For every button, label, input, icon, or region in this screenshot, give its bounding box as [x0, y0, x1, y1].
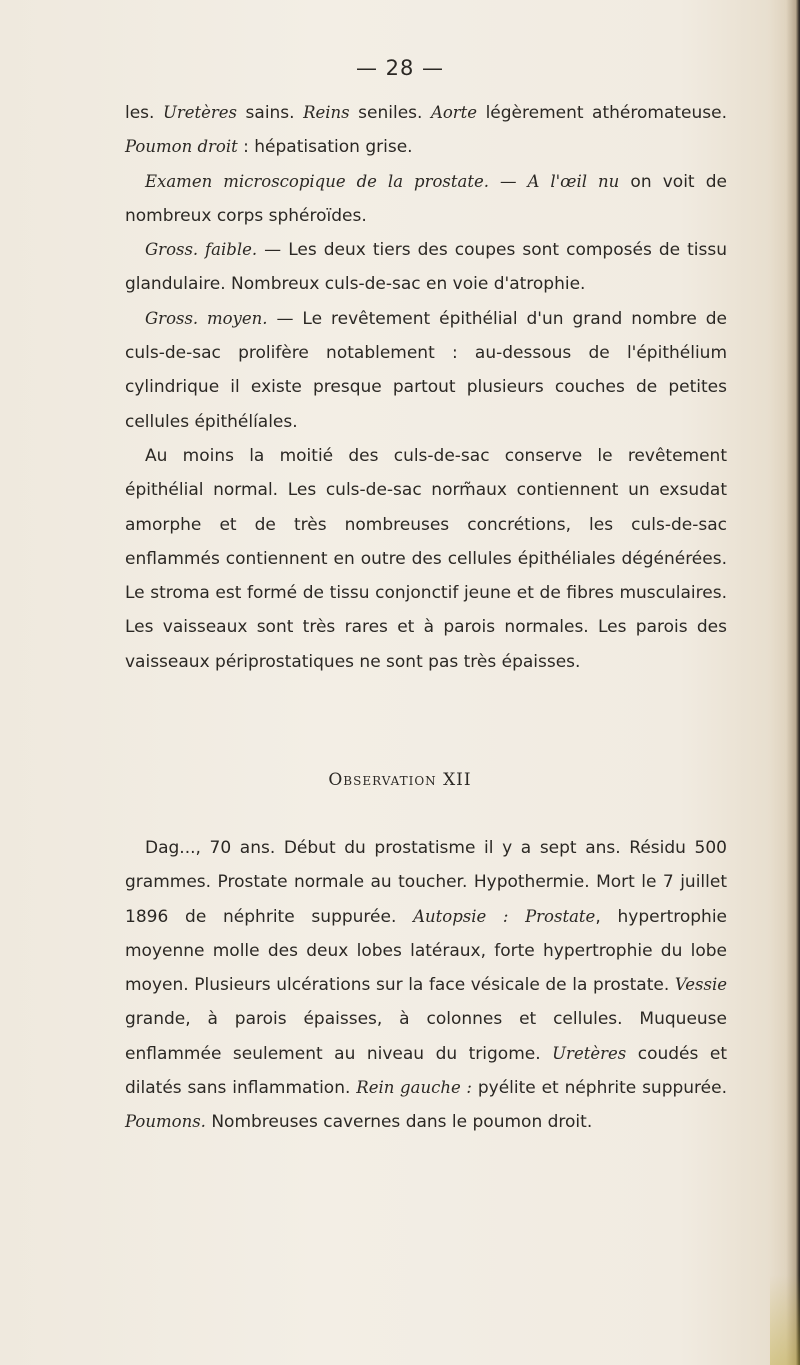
- body-text-bottom: [125, 831, 727, 1140]
- paragraph-epithelium: Au moins la moitié des culs-de-sac conserve le revêtement épithélial normal. Les culs-de-sac norm̃aux contiennent un exsudat amorphe et de très nombreuses concrétions, les culs-de-sac enflammés contiennent en outre des cellules épithéliales dégénérées. Le stroma est formé de tissu conjonctif jeune et de fibres musculaires. Les vaisseaux sont très rares et à parois normales. Les parois des vaisseaux périprostatiques ne sont pas très épaisses.: [125, 445, 727, 672]
- page-binding-edge: [786, 0, 800, 1365]
- page-number: — 28 —: [355, 56, 445, 80]
- page-stain: [770, 1275, 800, 1365]
- observation-heading: Observation XII: [328, 770, 472, 790]
- paragraph-findings: les. Uretères sains. Reins seniles. Aorte légèrement athéromateuse. Poumon droit : hépatisation grise.: [125, 103, 727, 158]
- paragraph-medium-magnification: Gross. moyen. — Le revêtement épithélial d'un grand nombre de culs-de-sac prolifère notablement : au-dessous de l'épithélium cylindrique il existe presque partout plusieurs couches de petites cellules épithélíales.: [125, 308, 727, 432]
- paragraph-low-magnification: Gross. faible. — Les deux tiers des coupes sont composés de tissu glandulaire. Nombreux culs-de-sac en voie d'atrophie.: [125, 240, 727, 295]
- paragraph-case-dag: Dag..., 70 ans. Début du prostatisme il y a sept ans. Résidu 500 grammes. Prostate normale au toucher. Hypothermie. Mort le 7 juillet 1896 de néphrite suppurée. Autopsie : Prostate, hypertrophie moyenne molle des deux lobes latéraux, forte hypertrophie du lobe moyen. Plusieurs ulcérations sur la face vésicale de la prostate. Vessie grande, à parois épaisses, à colonnes et cellules. Muqueuse enflammée seulement au niveau du trigome. Uretères coudés et dilatés sans inflammation. Rein gauche : pyélite et néphrite suppurée. Poumons. Nombreuses cavernes dans le poumon droit.: [125, 838, 728, 1133]
- body-text-top: [125, 96, 727, 679]
- paragraph-microscopic-exam: Examen microscopique de la prostate. — A l'œil nu on voit de nombreux corps sphéroïdes.: [125, 171, 727, 226]
